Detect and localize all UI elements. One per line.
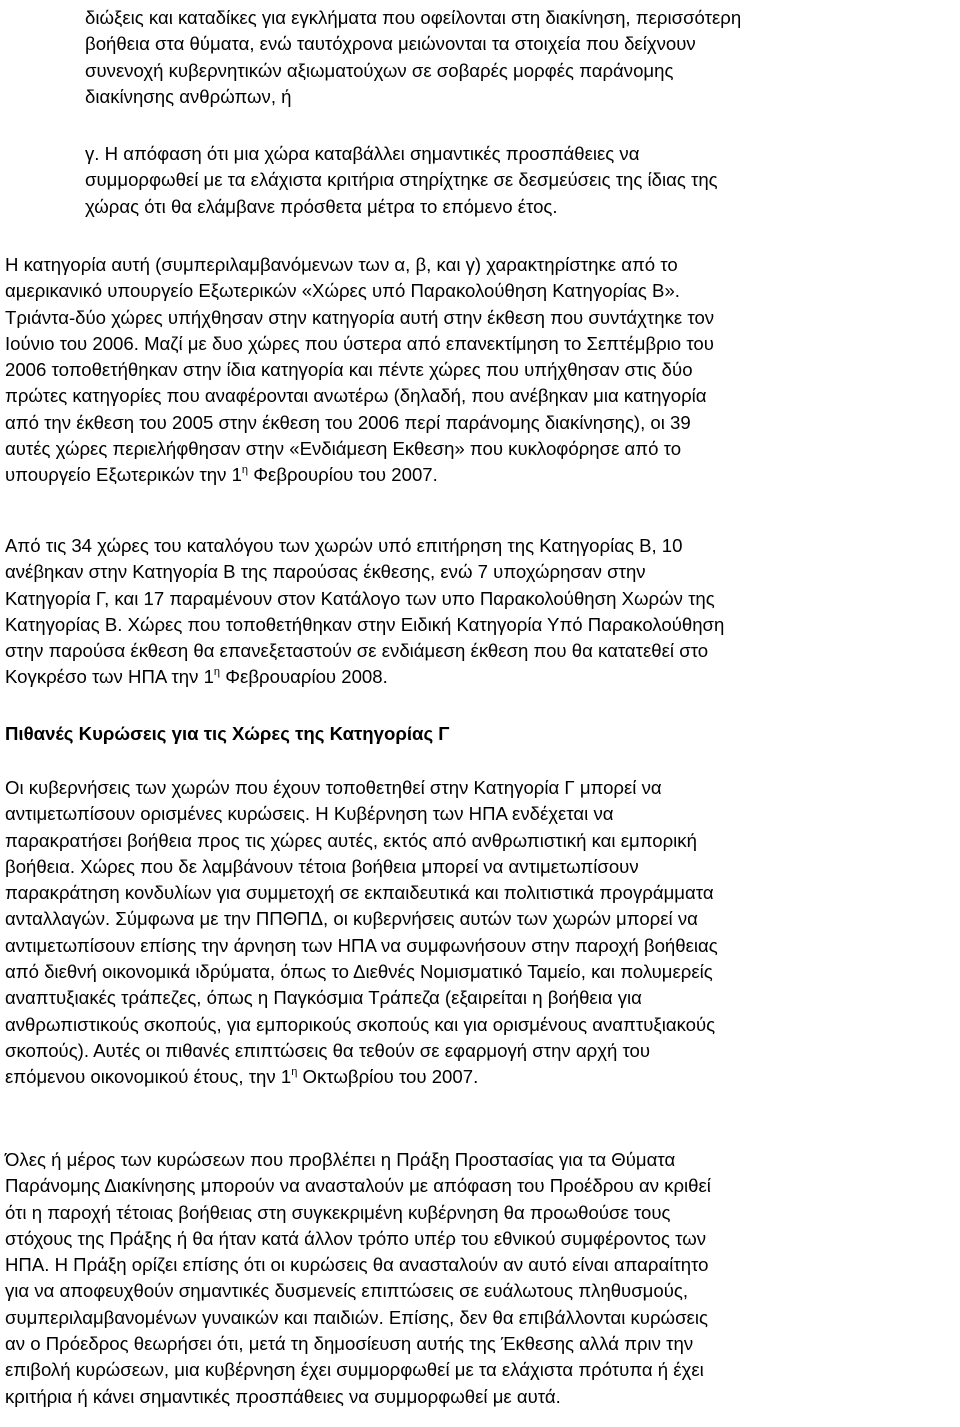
text-line: σκοπούς). Αυτές οι πιθανές επιπτώσεις θα τεθούν σε εφαρμογή στην αρχή του: [5, 1039, 651, 1061]
text-line: Κατηγορία Γ, και 17 παραμένουν στον Κατάλογο των υπο Παρακολούθηση Χωρών της: [5, 587, 715, 609]
paragraph-item-c: [85, 141, 718, 220]
text-line: συμπεριλαμβανομένων γυναικών και παιδιών. Επίσης, δεν θα επιβάλλονται κυρώσεις: [5, 1306, 708, 1328]
text-line: Ιούνιο του 2006. Μαζί με δυο χώρες που ύστερα από επανεκτίμηση το Σεπτέμβριο του: [5, 332, 714, 354]
paragraph-continuation: [85, 5, 741, 110]
text-line: Οι κυβερνήσεις των χωρών που έχουν τοποθετηθεί στην Κατηγορία Γ μπορεί να: [5, 777, 662, 798]
text-line: αναπτυξιακές τράπεζες, όπως η Παγκόσμια Τράπεζα (εξαιρείται η βοήθεια για: [5, 987, 642, 1009]
superscript: η: [213, 666, 221, 679]
text-line: παρακρατήσει βοήθεια προς τις χώρες αυτές, εκτός από ανθρωπιστική και εμπορική: [5, 829, 697, 851]
text-line: διώξεις και καταδίκες για εγκλήματα που οφείλονται στη διακίνηση, περισσότερη: [85, 7, 742, 28]
text-line: διακίνησης ανθρώπων, ή: [85, 85, 292, 107]
text-line: Όλες ή μέρος των κυρώσεων που προβλέπει η Πράξη Προστασίας για τα Θύματα: [5, 1149, 676, 1170]
text-line: συμμορφωθεί με τα ελάχιστα κριτήρια στηρίχτηκε σε δεσμεύσεις της ίδιας της: [85, 169, 718, 191]
text-line: Τριάντα-δύο χώρες υπήχθησαν στην κατηγορία αυτή στην έκθεση που συντάχτηκε τον: [5, 306, 715, 328]
text-line: πρώτες κατηγορίες που αναφέρονται ανωτέρω (δηλαδή, που ανέβηκαν μια κατηγορία: [5, 385, 707, 407]
text-line: στόχους της Πράξης ή θα ήταν κατά άλλον τρόπο υπέρ του εθνικού συμφέροντος των: [5, 1227, 707, 1249]
text-line: ανταλλαγών. Σύμφωνα με την ΠΠΘΠΔ, οι κυβερνήσεις αυτών των χωρών μπορεί να: [5, 908, 698, 930]
text-line: 2006 τοποθετήθηκαν στην ίδια κατηγορία και πέντε χώρες που υπήχθησαν στις δύο: [5, 359, 693, 381]
superscript: η: [291, 1066, 298, 1079]
text-line: υπουργείο Εξωτερικών την $1^\eta$ Φεβρουρίου του 2007.: [5, 464, 438, 486]
text-line: για να αποφευχθούν σημαντικές δυσμενείς επιπτώσεις σε ευάλωτους πληθυσμούς,: [5, 1280, 689, 1302]
text-line: συνενοχή κυβερνητικών αξιωματούχων σε σοβαρές μορφές παράνομης: [85, 59, 674, 81]
text-line: Η κατηγορία αυτή (συμπεριλαμβανόμενων των α, β, και γ) χαρακτηρίστηκε από το: [5, 254, 678, 275]
text-line: αντιμετωπίσουν ορισμένες κυρώσεις. Η Κυβέρνηση των ΗΠΑ ενδέχεται να: [5, 803, 614, 825]
text-line: παρακράτηση κονδυλίων για συμμετοχή σε εκπαιδευτικά και πολιτιστικά προγράμματα: [5, 882, 714, 904]
text-line: αυτές χώρες περιελήφθησαν στην «Ενδιάμεση Εκθεση» που κυκλοφόρησε από το: [5, 438, 682, 460]
text-line: βοήθεια. Χώρες που δε λαμβάνουν τέτοια βοήθεια μπορεί να αντιμετωπίσουν: [5, 855, 639, 877]
text-line: Παράνομης Διακίνησης μπορούν να ανασταλούν με απόφαση του Προέδρου αν κριθεί: [5, 1175, 711, 1197]
text-line: χώρας ότι θα ελάμβανε πρόσθετα μέτρα το επόμενο έτος.: [85, 195, 558, 217]
text-line: από την έκθεση του 2005 στην έκθεση του 2006 περί παράνομης διακίνησης), οι 39: [5, 411, 691, 433]
paragraph-category-watch-list: [5, 252, 714, 489]
text-line: βοήθεια στα θύματα, ενώ ταυτόχρονα μειώνονται τα στοιχεία που δείχνουν: [85, 33, 696, 55]
text-line: αμερικανικό υπουργείο Εξωτερικών «Χώρες υπό Παρακολούθηση Κατηγορίας Β».: [5, 280, 680, 302]
text-line: ΗΠΑ. Η Πράξη ορίζει επίσης ότι οι κυρώσεις θα ανασταλούν αν αυτό είναι απαραίτητο: [5, 1254, 709, 1276]
text-line: ανέβηκαν στην Κατηγορία Β της παρούσας έκθεσης, ενώ 7 υποχώρησαν στην: [5, 561, 646, 583]
text-line: Από τις 34 χώρες του καταλόγου των χωρών υπό επιτήρηση της Κατηγορίας Β, 10: [5, 535, 683, 556]
text-line: στην παρούσα έκθεση θα επανεξεταστούν σε ενδιάμεση έκθεση που θα κατατεθεί στο: [5, 640, 709, 662]
text-line: από διεθνή οικονομικά ιδρύματα, όπως το Διεθνές Νομισματικό Ταμείο, και πολυμερείς: [5, 961, 713, 983]
paragraph-34-countries: [5, 533, 724, 691]
section-heading: Πιθανές Κυρώσεις για τις Χώρες της Κατηγορίας Γ: [5, 723, 450, 744]
text-line: αντιμετωπίσουν επίσης την άρνηση των ΗΠΑ να συμφωνήσουν στην παροχή βοήθειας: [5, 934, 718, 956]
text-line: επιβολή κυρώσεων, μια κυβέρνηση έχει συμμορφωθεί με τα ελάχιστα πρότυπα ή έχει: [5, 1359, 704, 1381]
text-line: γ. Η απόφαση ότι μια χώρα καταβάλλει σημαντικές προσπάθειες να: [85, 143, 640, 164]
paragraph-sanctions: [5, 775, 718, 1091]
text-line: ανθρωπιστικούς σκοπούς, για εμπορικούς σκοπούς και για ορισμένους αναπτυξιακούς: [5, 1013, 716, 1035]
text-line: Κατηγορίας Β. Χώρες που τοποθετήθηκαν στην Ειδική Κατηγορία Υπό Παρακολούθηση: [5, 613, 725, 635]
text-line: επόμενου οικονομικού έτους, την $1^\eta$ Οκτωβρίου του 2007.: [5, 1066, 479, 1088]
text-line: Κογκρέσο των ΗΠΑ την $1^\eta$ Φεβρουαρίου 2008.: [5, 666, 388, 688]
text-line: αν ο Πρόεδρος θεωρήσει ότι, μετά τη δημοσίευση αυτής της Έκθεσης αλλά πριν την: [5, 1333, 694, 1355]
paragraph-suspension: [5, 1147, 711, 1410]
text-line: κριτήρια ή κάνει σημαντικές προσπάθειες να συμμορφωθεί με αυτά.: [5, 1385, 561, 1407]
text-line: ότι η παροχή τέτοιας βοήθειας στη συγκεκριμένη κυβέρνηση θα προωθούσε τους: [5, 1201, 671, 1223]
superscript: η: [241, 464, 249, 477]
